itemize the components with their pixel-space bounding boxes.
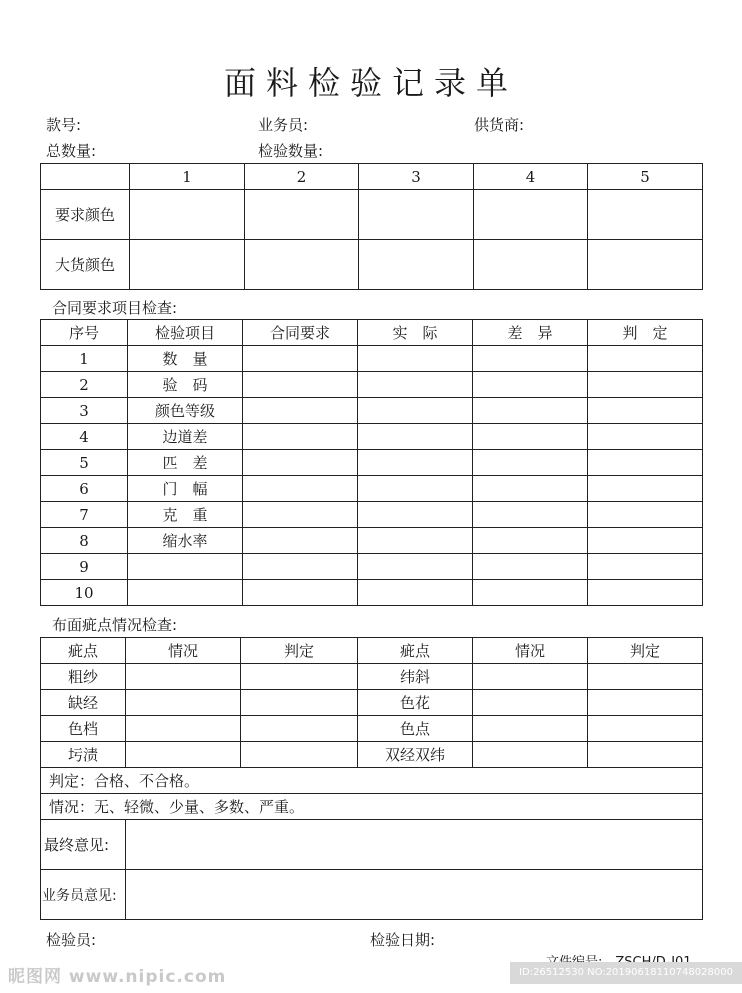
table-cell <box>358 554 473 580</box>
table-cell <box>241 664 358 690</box>
color-col-5: 5 <box>588 164 703 190</box>
defect-name: 纬斜 <box>358 664 473 690</box>
col-header-defect-left: 疵点 <box>41 638 126 664</box>
table-row <box>41 580 703 606</box>
required-color-row <box>41 190 703 240</box>
table-cell <box>126 716 241 742</box>
inspection-item: 验 码 <box>128 372 243 398</box>
table-cell <box>243 476 358 502</box>
row-number: 7 <box>41 502 128 528</box>
inspection-item: 颜色等级 <box>128 398 243 424</box>
table-row <box>41 502 703 528</box>
table-cell <box>588 580 703 606</box>
final-opinion-row <box>41 820 703 870</box>
salesperson-label: 业务员: <box>258 116 309 134</box>
table-cell <box>588 476 703 502</box>
table-row <box>41 476 703 502</box>
defect-name: 粗纱 <box>41 664 126 690</box>
table-cell <box>130 240 245 290</box>
defect-table <box>40 637 703 920</box>
judgement-legend: 判定：合格、不合格。 <box>41 768 703 794</box>
row-number: 2 <box>41 372 128 398</box>
table-cell <box>359 240 474 290</box>
row-number: 3 <box>41 398 128 424</box>
inspection-item: 边道差 <box>128 424 243 450</box>
inspection-item: 匹 差 <box>128 450 243 476</box>
table-row <box>41 716 703 742</box>
row-number: 1 <box>41 346 128 372</box>
table-cell <box>473 476 588 502</box>
table-cell <box>473 716 588 742</box>
table-cell <box>473 372 588 398</box>
row-number: 4 <box>41 424 128 450</box>
table-row <box>41 664 703 690</box>
table-cell <box>126 742 241 768</box>
row-number: 6 <box>41 476 128 502</box>
table-cell <box>473 528 588 554</box>
contract-section-title: 合同要求项目检查: <box>52 299 178 317</box>
defect-header-row <box>41 638 703 664</box>
required-color-label: 要求颜色 <box>41 190 130 240</box>
table-cell <box>241 690 358 716</box>
defect-name: 圬渍 <box>41 742 126 768</box>
table-row <box>41 450 703 476</box>
table-cell <box>243 502 358 528</box>
col-header-judgement: 判 定 <box>588 320 703 346</box>
table-cell <box>358 372 473 398</box>
col-header-judgement-right: 判定 <box>588 638 703 664</box>
table-row <box>41 346 703 372</box>
color-table <box>40 163 703 290</box>
row-number: 10 <box>41 580 128 606</box>
final-opinion-field <box>126 820 703 870</box>
table-cell <box>588 528 703 554</box>
table-cell <box>588 346 703 372</box>
condition-legend: 情况：无、轻微、少量、多数、严重。 <box>41 794 703 820</box>
sales-opinion-label: 业务员意见: <box>41 870 126 920</box>
table-cell <box>588 690 703 716</box>
contract-header-row <box>41 320 703 346</box>
table-cell <box>588 372 703 398</box>
color-col-2: 2 <box>245 164 359 190</box>
color-table-corner-cell <box>41 164 130 190</box>
table-cell <box>241 716 358 742</box>
table-cell <box>358 450 473 476</box>
table-cell <box>243 580 358 606</box>
sales-opinion-row <box>41 870 703 920</box>
inspection-item: 门 幅 <box>128 476 243 502</box>
col-header-actual: 实 际 <box>358 320 473 346</box>
table-cell <box>474 190 588 240</box>
color-col-1: 1 <box>130 164 245 190</box>
table-cell <box>588 742 703 768</box>
table-cell <box>474 240 588 290</box>
nipic-watermark: 昵图网 www.nipic.com <box>8 967 227 987</box>
table-cell <box>588 502 703 528</box>
style-no-label: 款号: <box>46 116 82 134</box>
table-cell <box>473 346 588 372</box>
table-cell <box>588 716 703 742</box>
table-cell <box>243 424 358 450</box>
contract-table <box>40 319 703 606</box>
table-cell <box>126 690 241 716</box>
table-cell <box>358 424 473 450</box>
table-row <box>41 398 703 424</box>
table-cell <box>130 190 245 240</box>
col-header-condition-left: 情况 <box>126 638 241 664</box>
table-cell <box>473 664 588 690</box>
defect-name: 色档 <box>41 716 126 742</box>
sales-opinion-field <box>126 870 703 920</box>
table-cell <box>588 554 703 580</box>
table-row <box>41 424 703 450</box>
supplier-label: 供货商: <box>474 116 525 134</box>
row-number: 5 <box>41 450 128 476</box>
table-row <box>41 372 703 398</box>
table-cell <box>243 528 358 554</box>
table-row <box>41 742 703 768</box>
col-header-condition-right: 情况 <box>473 638 588 664</box>
table-cell <box>588 664 703 690</box>
page-title: 面料检验记录单 <box>223 64 518 102</box>
table-cell <box>243 450 358 476</box>
color-col-4: 4 <box>474 164 588 190</box>
defect-name: 色点 <box>358 716 473 742</box>
table-cell <box>588 240 703 290</box>
defect-name: 缺经 <box>41 690 126 716</box>
col-header-item: 检验项目 <box>128 320 243 346</box>
table-cell <box>588 424 703 450</box>
table-cell <box>243 372 358 398</box>
row-number: 9 <box>41 554 128 580</box>
bulk-color-label: 大货颜色 <box>41 240 130 290</box>
condition-legend-row <box>41 794 703 820</box>
table-cell <box>473 554 588 580</box>
inspection-item: 克 重 <box>128 502 243 528</box>
col-header-difference: 差 异 <box>473 320 588 346</box>
table-cell <box>359 190 474 240</box>
table-cell <box>588 450 703 476</box>
total-qty-label: 总数量: <box>46 142 97 160</box>
table-cell <box>473 424 588 450</box>
table-cell <box>473 690 588 716</box>
final-opinion-label: 最终意见: <box>41 820 126 870</box>
inspection-date-label: 检验日期: <box>370 931 436 949</box>
table-cell <box>473 398 588 424</box>
col-header-defect-right: 疵点 <box>358 638 473 664</box>
table-cell <box>126 664 241 690</box>
defect-name: 色花 <box>358 690 473 716</box>
defect-section-title: 布面疵点情况检查: <box>52 616 178 634</box>
col-header-no: 序号 <box>41 320 128 346</box>
inspector-label: 检验员: <box>46 931 97 949</box>
table-cell <box>243 346 358 372</box>
table-cell <box>358 398 473 424</box>
row-number: 8 <box>41 528 128 554</box>
judgement-legend-row <box>41 768 703 794</box>
bulk-color-row <box>41 240 703 290</box>
table-cell <box>358 580 473 606</box>
table-cell <box>473 580 588 606</box>
color-table-header-row <box>41 164 703 190</box>
table-cell <box>358 476 473 502</box>
table-cell <box>358 346 473 372</box>
table-cell <box>245 190 359 240</box>
table-cell <box>473 502 588 528</box>
inspection-item: 缩水率 <box>128 528 243 554</box>
defect-name: 双经双纬 <box>358 742 473 768</box>
table-cell <box>588 190 703 240</box>
table-cell <box>243 554 358 580</box>
inspection-item <box>128 554 243 580</box>
table-cell <box>473 450 588 476</box>
table-row <box>41 554 703 580</box>
inspect-qty-label: 检验数量: <box>258 142 324 160</box>
table-cell <box>358 502 473 528</box>
table-cell <box>473 742 588 768</box>
table-cell <box>245 240 359 290</box>
table-cell <box>588 398 703 424</box>
inspection-item <box>128 580 243 606</box>
table-row <box>41 690 703 716</box>
image-id-watermark: ID:26512530 NO:20190618110748028000 <box>510 962 742 984</box>
table-cell <box>358 528 473 554</box>
color-col-3: 3 <box>359 164 474 190</box>
table-cell <box>241 742 358 768</box>
table-row <box>41 528 703 554</box>
col-header-judgement-left: 判定 <box>241 638 358 664</box>
table-cell <box>243 398 358 424</box>
col-header-requirement: 合同要求 <box>243 320 358 346</box>
inspection-item: 数 量 <box>128 346 243 372</box>
